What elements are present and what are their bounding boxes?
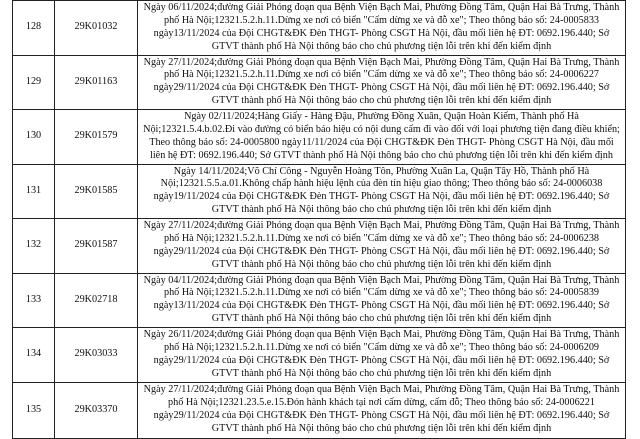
license-plate: 29K01579 bbox=[55, 110, 138, 165]
license-plate: 29K01032 bbox=[55, 1, 138, 56]
violation-description: Ngày 27/11/2024;đường Giải Phóng đoạn qua Bệnh Viện Bạch Mai, Phường Đồng Tâm, Quận Hai Bà Trưng, Thành phố Hà Nội;12321.23.5.e.15.Đón hành khách tại nơi cấm dừng, cấm đỗ; Theo thông báo số: 24-0006221 ngày29/11/2024 của Đội CHGT&ĐK Đèn THGT- Phòng CSGT Hà Nội, đầu mối liên hệ ĐT: 0692.196.440; Sở GTVT thành phố Hà Nội thông báo cho chủ phương tiện lỗi trên khi đến kiểm định bbox=[138, 382, 626, 438]
table-row bbox=[13, 328, 626, 383]
license-plate: 29K01587 bbox=[55, 219, 138, 274]
license-plate: 29K01163 bbox=[55, 55, 138, 110]
row-number: 134 bbox=[13, 328, 55, 383]
violation-description: Ngày 27/11/2024;đường Giải Phóng đoạn qua Bệnh Viện Bạch Mai, Phường Đồng Tâm, Quận Hai Bà Trưng, Thành phố Hà Nội;12321.5.2.h.11.Dừng xe nơi có biển "Cấm dừng xe và đỗ xe"; Theo thông báo số: 24-0006227 ngày29/11/2024 của Đội CHGT&ĐK Đèn THGT- Phòng CSGT Hà Nội, đầu mối liên hệ ĐT: 0692.196.440; Sở GTVT thành phố Hà Nội thông báo cho chủ phương tiện lỗi trên khi đến kiểm định bbox=[138, 55, 626, 110]
license-plate: 29K01585 bbox=[55, 164, 138, 219]
row-number: 131 bbox=[13, 164, 55, 219]
row-number: 135 bbox=[13, 382, 55, 438]
row-number: 128 bbox=[13, 1, 55, 56]
violation-description: Ngày 06/11/2024;đường Giải Phóng đoạn qua Bệnh Viện Bạch Mai, Phường Đồng Tâm, Quận Hai Bà Trưng, Thành phố Hà Nội;12321.5.2.h.11.Dừng xe nơi có biển "Cấm dừng xe và đỗ xe"; Theo thông báo số: 24-0005833 ngày13/11/2024 của Đội CHGT&ĐK Đèn THGT- Phòng CSGT Hà Nội, đầu mối liên hệ ĐT: 0692.196.440; Sở GTVT thành phố Hà Nội thông báo cho chủ phương tiện lỗi trên khi đến kiểm định bbox=[138, 1, 626, 56]
violations-table bbox=[12, 0, 626, 439]
table-row bbox=[13, 219, 626, 274]
row-number: 129 bbox=[13, 55, 55, 110]
violation-description: Ngày 27/11/2024;đường Giải Phóng đoạn qua Bệnh Viện Bạch Mai, Phường Đồng Tâm, Quận Hai Bà Trưng, Thành phố Hà Nội;12321.5.2.h.11.Dừng xe nơi có biển "Cấm dừng xe và đỗ xe"; Theo thông báo số: 24-0006238 ngày29/11/2024 của Đội CHGT&ĐK Đèn THGT- Phòng CSGT Hà Nội, đầu mối liên hệ ĐT: 0692.196.440; Sở GTVT thành phố Hà Nội thông báo cho chủ phương tiện lỗi trên khi đến kiểm định bbox=[138, 219, 626, 274]
license-plate: 29K02718 bbox=[55, 273, 138, 328]
table-row bbox=[13, 273, 626, 328]
license-plate: 29K03033 bbox=[55, 328, 138, 383]
table-row bbox=[13, 164, 626, 219]
violation-description: Ngày 04/11/2024;đường Giải Phóng đoạn qua Bệnh Viện Bạch Mai, Phường Đồng Tâm, Quận Hai Bà Trưng, Thành phố Hà Nội;12321.5.2.h.11.Dừng xe nơi có biển "Cấm dừng xe và đỗ xe"; Theo thông báo số: 24-0005839 ngày13/11/2024 của Đội CHGT&ĐK Đèn THGT- Phòng CSGT Hà Nội, đầu mối liên hệ ĐT: 0692.196.440; Sở GTVT thành phố Hà Nội thông báo cho chủ phương tiện lỗi trên khi đến kiểm định bbox=[138, 273, 626, 328]
violation-description: Ngày 02/11/2024;Hàng Giấy - Hàng Đậu, Phường Đồng Xuân, Quận Hoàn Kiếm, Thành phố Hà Nội;12321.5.4.b.02.Đi vào đường có biển báo hiệu có nội dung cấm đi vào đối với loại phương tiện đang điều khiển; Theo thông báo số: 24-0005800 ngày11/11/2024 của Đội CHGT&ĐK Đèn THGT- Phòng CSGT Hà Nội, đầu mối liên hệ ĐT: 0692.196.440; Sở GTVT thành phố Hà Nội thông báo cho chủ phương tiện lỗi trên khi đến kiểm định bbox=[138, 110, 626, 165]
violation-description: Ngày 26/11/2024;đường Giải Phóng đoạn qua Bệnh Viện Bạch Mai, Phường Đồng Tâm, Quận Hai Bà Trưng, Thành phố Hà Nội;12321.5.2.h.11.Dừng xe nơi có biển "Cấm dừng xe và đỗ xe"; Theo thông báo số: 24-0006209 ngày29/11/2024 của Đội CHGT&ĐK Đèn THGT- Phòng CSGT Hà Nội, đầu mối liên hệ ĐT: 0692.196.440; Sở GTVT thành phố Hà Nội thông báo cho chủ phương tiện lỗi trên khi đến kiểm định bbox=[138, 328, 626, 383]
row-number: 130 bbox=[13, 110, 55, 165]
table-row bbox=[13, 55, 626, 110]
violation-description: Ngày 14/11/2024;Võ Chí Công - Nguyễn Hoàng Tôn, Phường Xuân La, Quận Tây Hồ, Thành phố Hà Nội;12321.5.5.a.01.Không chấp hành hiệu lệnh của đèn tín hiệu giao thông; Theo thông báo số: 24-0006038 ngày19/11/2024 của Đội CHGT&ĐK Đèn THGT- Phòng CSGT Hà Nội, đầu mối liên hệ ĐT: 0692.196.440; Sở GTVT thành phố Hà Nội thông báo cho chủ phương tiện lỗi trên khi đến kiểm định bbox=[138, 164, 626, 219]
row-number: 133 bbox=[13, 273, 55, 328]
table-row bbox=[13, 110, 626, 165]
table-row bbox=[13, 1, 626, 56]
license-plate: 29K03370 bbox=[55, 382, 138, 438]
table-row bbox=[13, 382, 626, 438]
row-number: 132 bbox=[13, 219, 55, 274]
